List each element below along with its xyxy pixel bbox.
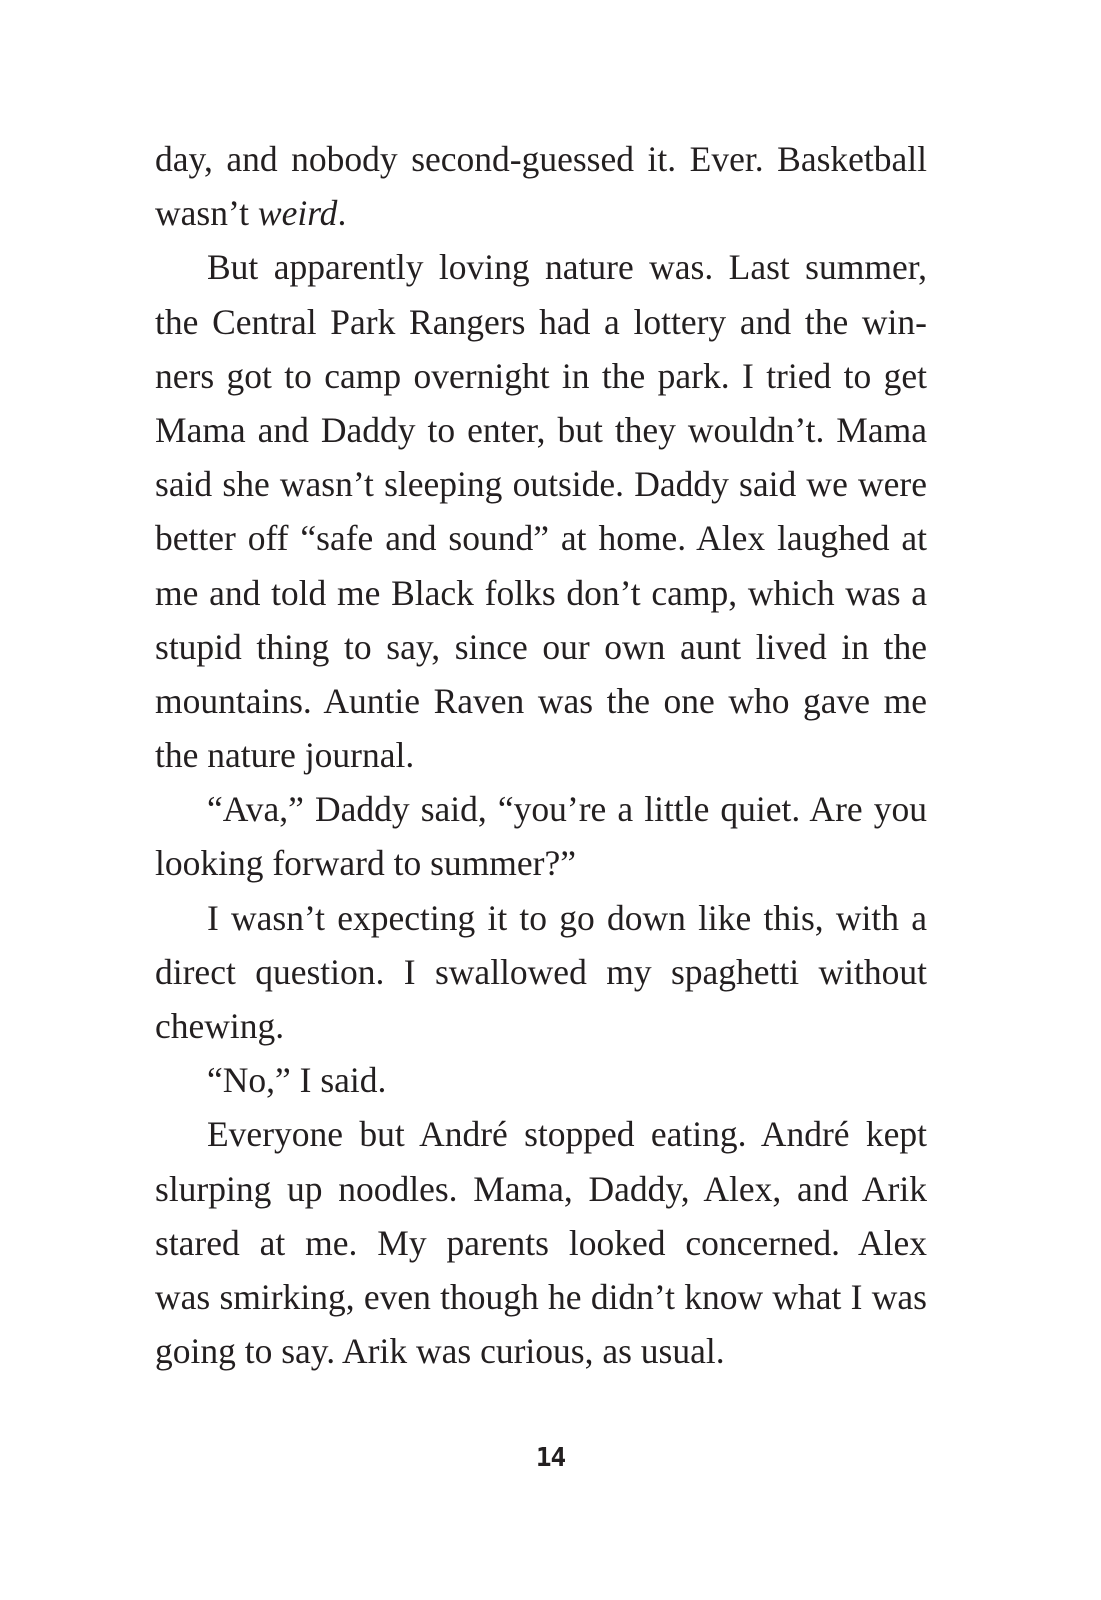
text-line: the nature journal. bbox=[155, 735, 415, 776]
text-line: Everyone but André stopped eating. André kept bbox=[207, 1114, 927, 1155]
page-number: 14 bbox=[535, 1443, 566, 1473]
text-line: slurping up noodles. Mama, Daddy, Alex, and Arik bbox=[155, 1168, 927, 1209]
text-line: going to say. Arik was curious, as usual. bbox=[155, 1331, 725, 1372]
italic-word: weird bbox=[257, 193, 338, 234]
text-line: the Central Park Rangers had a lottery and the win- bbox=[155, 301, 927, 342]
text-line-part: wasn’t weird. bbox=[155, 193, 347, 234]
text-line: better off “safe and sound” at home. Alex laughed at bbox=[155, 518, 927, 559]
text-line: stared at me. My parents looked concerned. Alex bbox=[155, 1222, 927, 1263]
text-line: But apparently loving nature was. Last summer, bbox=[207, 247, 927, 288]
body-text bbox=[155, 132, 927, 1378]
text-line: direct question. I swallowed my spaghetti without bbox=[155, 951, 927, 992]
text-line: mountains. Auntie Raven was the one who gave me bbox=[155, 680, 927, 721]
text-line: stupid thing to say, since our own aunt lived in the bbox=[155, 626, 927, 667]
text-line: I wasn’t expecting it to go down like this, with a bbox=[207, 897, 927, 938]
text-line: chewing. bbox=[155, 1006, 285, 1046]
text-line: was smirking, even though he didn’t know what I was bbox=[155, 1276, 927, 1317]
text-line: “Ava,” Daddy said, “you’re a little quiet. Are you bbox=[207, 789, 927, 830]
text-line bbox=[155, 186, 927, 240]
text-line: ners got to camp overnight in the park. I tried to get bbox=[155, 355, 927, 396]
text-line: “No,” I said. bbox=[207, 1060, 387, 1101]
text-line: day, and nobody second-guessed it. Ever. Basketball bbox=[155, 139, 927, 179]
text-line: looking forward to summer?” bbox=[155, 843, 576, 884]
text-line: me and told me Black folks don’t camp, which was a bbox=[155, 572, 927, 613]
text-line: said she wasn’t sleeping outside. Daddy said we were bbox=[155, 464, 927, 505]
text-line: Mama and Daddy to enter, but they wouldn’t. Mama bbox=[155, 409, 927, 450]
